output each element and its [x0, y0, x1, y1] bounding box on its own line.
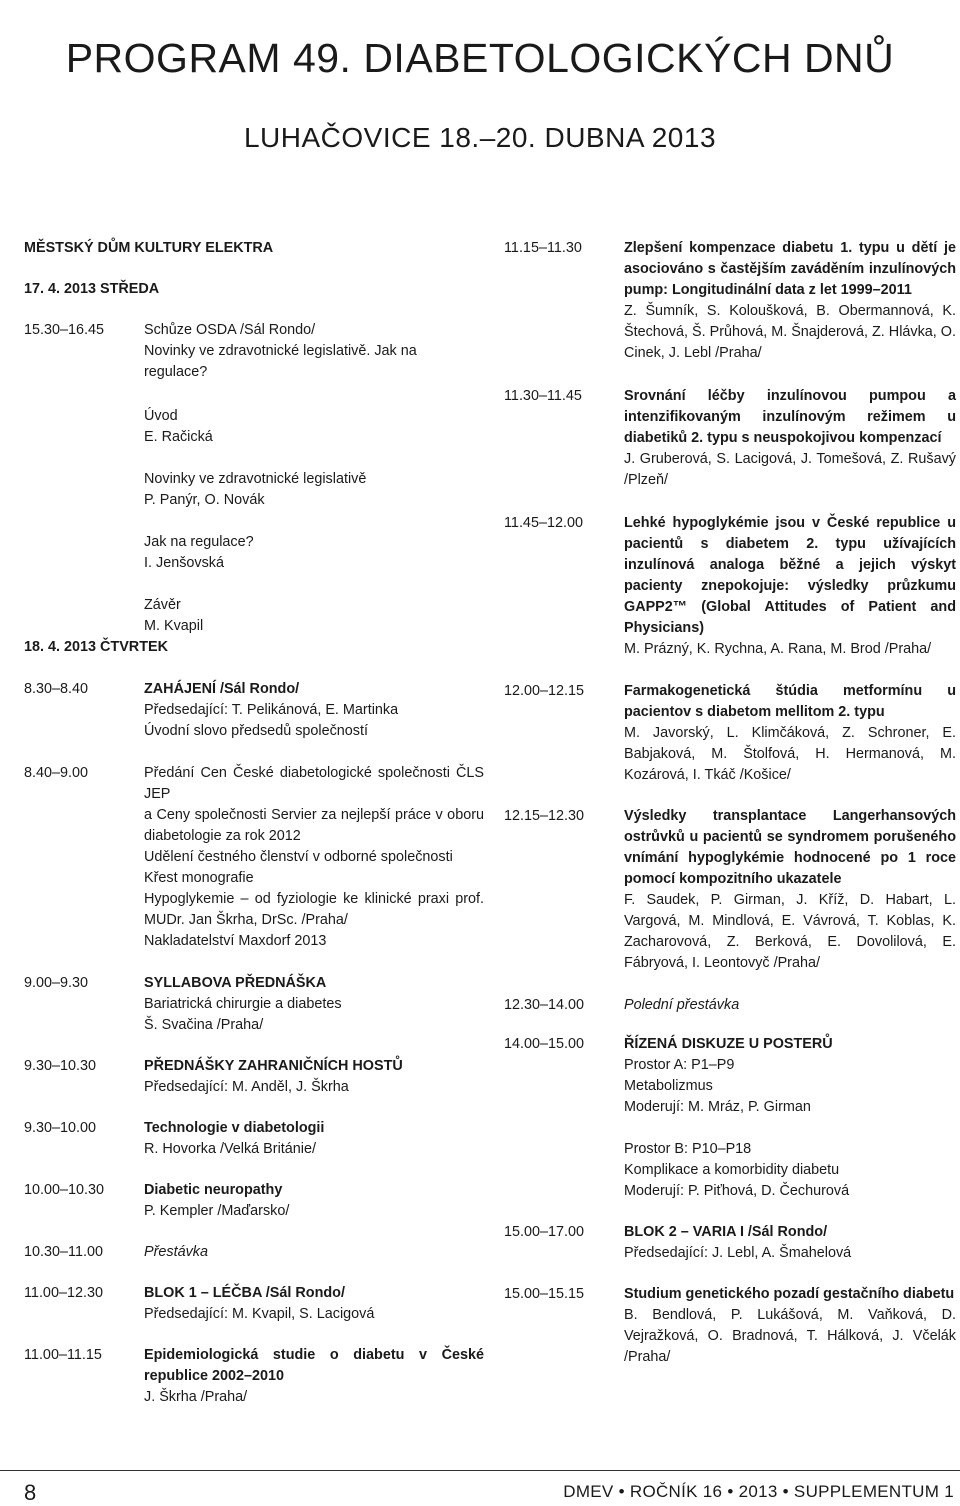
program-entry: [504, 995, 956, 1016]
entry-line: Předsedající: M. Anděl, J. Škrha: [144, 1079, 349, 1095]
entry-body: [144, 1056, 484, 1098]
entry-body: [624, 513, 956, 660]
entry-line: R. Hovorka /Velká Británie/: [144, 1141, 316, 1157]
entry-time: 15.00–17.00: [504, 1224, 585, 1240]
day-heading-wednesday: 17. 4. 2013 STŘEDA: [24, 281, 160, 297]
entry-time: 15.00–15.15: [504, 1286, 585, 1302]
entry-line: Hypoglykemie – od fyziologie ke klinické praxi prof. MUDr. Jan Škrha, DrSc. /Praha/: [144, 891, 484, 928]
entry-line: Předsedající: T. Pelikánová, E. Martinka: [144, 702, 399, 718]
program-entry: [24, 679, 484, 742]
entry-title: BLOK 2 – VARIA I /Sál Rondo/: [624, 1224, 828, 1240]
entry-body: [144, 320, 484, 383]
entry-body: [624, 681, 956, 786]
session-regulation: [24, 532, 484, 574]
entry-line: Předsedající: J. Lebl, A. Šmahelová: [624, 1245, 852, 1261]
session-speaker: E. Račická: [144, 429, 213, 445]
day-heading-thursday: 18. 4. 2013 ČTVRTEK: [24, 639, 168, 655]
entry-time: 9.00–9.30: [24, 975, 89, 991]
entry-body: [144, 1283, 484, 1325]
entry-time: 10.00–10.30: [24, 1182, 105, 1198]
entry-body: [144, 973, 484, 1036]
entry-body: [624, 1222, 956, 1264]
session-title: Jak na regulace?: [144, 534, 254, 550]
program-entry: [504, 806, 956, 974]
session-title: Závěr: [144, 597, 181, 613]
entry-body: [624, 238, 956, 364]
program-entry: [24, 973, 484, 1036]
program-entry: [504, 238, 956, 364]
entry-line: J. Škrha /Praha/: [144, 1389, 248, 1405]
program-entry: [504, 1222, 956, 1264]
session-title: Úvod: [144, 408, 178, 424]
page-number: 8: [24, 1480, 37, 1505]
entry-time: 8.40–9.00: [24, 765, 89, 781]
entry-title: SYLLABOVA PŘEDNÁŠKA: [144, 975, 327, 991]
entry-line: Bariatrická chirurgie a diabetes: [144, 996, 342, 1012]
entry-time: 10.30–11.00: [24, 1244, 103, 1260]
entry-body: [624, 1284, 956, 1368]
page-subtitle: LUHAČOVICE 18.–20. DUBNA 2013: [243, 122, 717, 153]
program-entry: [504, 386, 956, 491]
entry-subtitle: Novinky ve zdravotnické legislativě. Jak na regulace?: [144, 343, 417, 380]
entry-title: Schůze OSDA /Sál Rondo/: [144, 322, 316, 338]
entry-line: Předání Cen České diabetologické společnosti ČLS JEP: [144, 765, 484, 802]
entry-time: 11.15–11.30: [504, 240, 582, 256]
entry-line: Š. Svačina /Praha/: [144, 1017, 264, 1033]
page-title: PROGRAM 49. DIABETOLOGICKÝCH DNŮ: [65, 35, 895, 81]
session-speaker: I. Jenšovská: [144, 555, 224, 571]
entry-time: 12.00–12.15: [504, 683, 585, 699]
entry-time: 14.00–15.00: [504, 1036, 585, 1052]
entry-title: Lehké hypoglykémie jsou v České republice u pacientů s diabetem 2. typu užívajících inzulínová analoga běžné a jejich výskyt pacienty znepokojuje: výsledky průzkumu GAPP2™ (Global Attitudes of Patient and Physicians): [624, 515, 956, 636]
entry-line: Prostor A: P1–P9: [624, 1057, 735, 1073]
program-entry: [504, 681, 956, 786]
entry-body: [144, 763, 484, 952]
entry-title: Farmakogenetická štúdia metformínu u pacientov s diabetom mellitom 2. typu: [624, 683, 956, 720]
entry-time: 11.00–11.15: [24, 1347, 102, 1363]
entry-body: [624, 386, 956, 491]
program-entry: [24, 1283, 484, 1325]
entry-title: BLOK 1 – LÉČBA /Sál Rondo/: [144, 1285, 345, 1301]
entry-body: [624, 806, 956, 974]
program-entry: [24, 1180, 484, 1222]
entry-body: [144, 1345, 484, 1408]
entry-title: Zlepšení kompenzace diabetu 1. typu u dětí je asociováno s častějším zaváděním inzulínových pump: Longitudinální data z let 1999–2011: [624, 240, 956, 298]
program-entry: [24, 1118, 484, 1160]
entry-time: 8.30–8.40: [24, 681, 89, 697]
entry-authors: B. Bendlová, P. Lukášová, M. Vaňková, D. Vejražková, O. Bradnová, T. Hálková, J. Včelák /Praha/: [624, 1307, 956, 1365]
journal-citation: DMEV • ROČNÍK 16 • 2013 • SUPPLEMENTUM 1: [563, 1482, 954, 1501]
entry-authors: F. Saudek, P. Girman, J. Kříž, D. Habart, L. Vargová, M. Mindlová, E. Vávrová, T. Koblas, K. Zacharovová, Z. Berková, E. Dovolilová, E. Fábryová, I. Leontovyč /Praha/: [624, 892, 956, 971]
entry-time: 11.30–11.45: [504, 388, 582, 404]
entry-title: Polední přestávka: [624, 997, 740, 1013]
entry-line: Moderují: M. Mráz, P. Girman: [624, 1099, 811, 1115]
entry-title: Přestávka: [144, 1244, 208, 1260]
entry-authors: M. Prázný, K. Rychna, A. Rana, M. Brod /Praha/: [624, 641, 932, 657]
entry-line: Křest monografie: [144, 870, 254, 886]
entry-title: Srovnání léčby inzulínovou pumpou a intenzifikovaným inzulínovým režimem u diabetiků 2. typu s neuspokojivou kompenzací: [624, 388, 956, 446]
session-title: Novinky ve zdravotnické legislativě: [144, 471, 367, 487]
entry-line: P. Kempler /Maďarsko/: [144, 1203, 290, 1219]
entry-line: a Ceny společnosti Servier za nejlepší práce v oboru diabetologie za rok 2012: [144, 807, 484, 844]
program-entry: [504, 1034, 956, 1202]
entry-line: Moderují: P. Piťhová, D. Čechurová: [624, 1183, 850, 1199]
program-entry: [504, 1284, 956, 1368]
entry-body: [144, 1118, 484, 1160]
right-column: [504, 238, 956, 1368]
entry-line: Metabolizmus: [624, 1078, 713, 1094]
entry-title: Technologie v diabetologii: [144, 1120, 325, 1136]
session-speaker: P. Panýr, O. Novák: [144, 492, 265, 508]
entry-time: 11.45–12.00: [504, 515, 583, 531]
entry-authors: M. Javorský, L. Klimčáková, Z. Schroner, E. Babjaková, M. Štolfová, H. Hermanová, M. Kozárová, I. Tkáč /Košice/: [624, 725, 956, 783]
entry-title: ŘÍZENÁ DISKUZE U POSTERŮ: [624, 1036, 833, 1052]
entry-authors: J. Gruberová, S. Lacigová, J. Tomešová, Z. Rušavý /Plzeň/: [624, 451, 956, 488]
entry-title: Epidemiologická studie o diabetu v České republice 2002–2010: [144, 1347, 484, 1384]
session-conclusion: [24, 595, 484, 637]
left-column: [24, 238, 484, 1408]
entry-title: Výsledky transplantace Langerhansových ostrůvků u pacientů se syndromem porušeného vnímání hypoglykémie hodnocené po 1 roce pomocí kompozitního ukazatele: [624, 808, 956, 887]
entry-authors: Z. Šumník, S. Koloušková, B. Obermannová, K. Štechová, Š. Průhová, M. Šnajderová, Z. Hlávka, O. Cinek, J. Lebl /Praha/: [624, 303, 956, 361]
entry-body: [144, 679, 484, 742]
program-entry: [24, 763, 484, 952]
session-legislation: [24, 469, 484, 511]
program-entry: [24, 1345, 484, 1408]
entry-line: Prostor B: P10–P18: [624, 1141, 752, 1157]
program-entry: [24, 320, 484, 383]
program-entry: [24, 1242, 484, 1263]
entry-line: Nakladatelství Maxdorf 2013: [144, 933, 327, 949]
entry-title: Diabetic neuropathy: [144, 1182, 283, 1198]
entry-title: Studium genetického pozadí gestačního diabetu: [624, 1286, 955, 1302]
program-entry: [24, 1056, 484, 1098]
entry-line: Komplikace a komorbidity diabetu: [624, 1162, 840, 1178]
entry-body: [144, 1180, 484, 1222]
entry-body: [624, 1034, 956, 1202]
entry-time: 9.30–10.00: [24, 1120, 97, 1136]
entry-line: Předsedající: M. Kvapil, S. Lacigová: [144, 1306, 375, 1322]
entry-time: 9.30–10.30: [24, 1058, 97, 1074]
entry-line: Udělení čestného členství v odborné společnosti: [144, 849, 453, 865]
entry-time: 12.15–12.30: [504, 808, 585, 824]
entry-title: ZAHÁJENÍ /Sál Rondo/: [144, 681, 300, 697]
entry-time: 12.30–14.00: [504, 997, 585, 1013]
footer-rule: [0, 1470, 960, 1471]
entry-title: PŘEDNÁŠKY ZAHRANIČNÍCH HOSTŮ: [144, 1058, 403, 1074]
session-intro: [24, 406, 484, 448]
entry-time: 15.30–16.45: [24, 322, 105, 338]
entry-line: Úvodní slovo předsedů společností: [144, 723, 368, 739]
venue-heading: MĚSTSKÝ DŮM KULTURY ELEKTRA: [24, 240, 274, 256]
entry-time: 11.00–12.30: [24, 1285, 103, 1301]
program-entry: [504, 513, 956, 660]
session-speaker: M. Kvapil: [144, 618, 204, 634]
